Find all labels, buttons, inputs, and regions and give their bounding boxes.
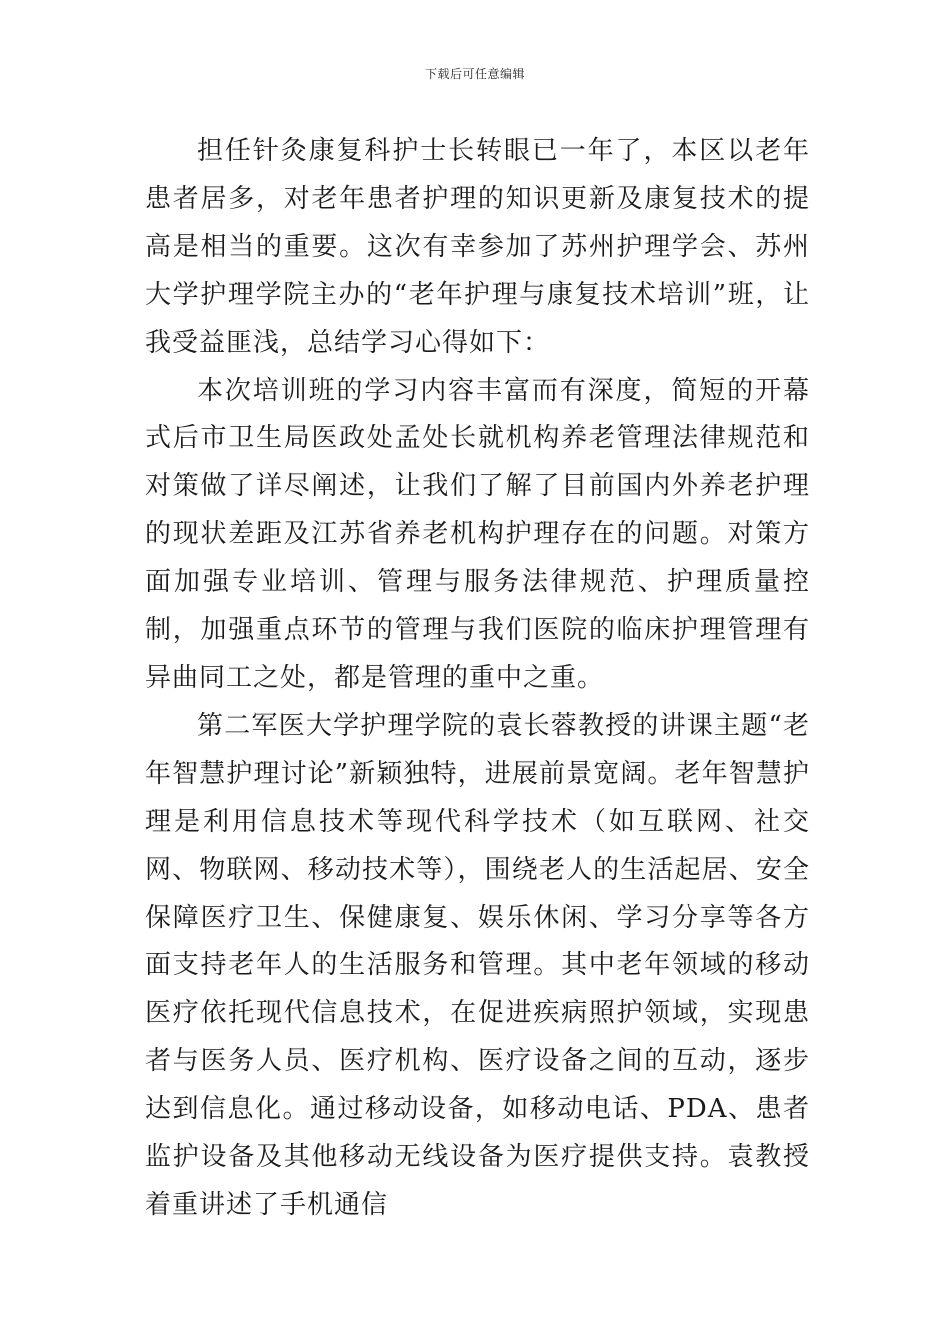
document-body xyxy=(145,128,810,1230)
paragraph-2: 本次培训班的学习内容丰富而有深度，简短的开幕式后市卫生局医政处孟处长就机构养老管理法律规范和对策做了详尽阐述，让我们了解了目前国内外养老护理的现状差距及江苏省养老机构护理存在的问题。对策方面加强专业培训、管理与服务法律规范、护理质量控制，加强重点环节的管理与我们医院的临床护理管理有异曲同工之处，都是管理的重中之重。 xyxy=(145,375,810,693)
page-header-note: 下载后可任意编辑 xyxy=(424,67,525,81)
paragraph-3: 第二军医大学护理学院的袁长蓉教授的讲课主题“老年智慧护理讨论”新颖独特，进展前景宽阔。老年智慧护理是利用信息技术等现代科学技术（如互联网、社交网、物联网、移动技术等），围绕老人的生活起居、安全保障医疗卫生、保健康复、娱乐休闲、学习分享等各方面支持老年人的生活服务和管理。其中老年领域的移动医疗依托现代信息技术，在促进疾病照护领域，实现患者与医务人员、医疗机构、医疗设备之间的互动，逐步达到信息化。通过移动设备，如移动电话、PDA、患者监护设备及其他移动无线设备为医疗提供支持。袁教授着重讲述了手机通信 xyxy=(145,710,810,1220)
paragraph-1: 担任针灸康复科护士长转眼已一年了，本区以老年患者居多，对老年患者护理的知识更新及康复技术的提高是相当的重要。这次有幸参加了苏州护理学会、苏州大学护理学院主办的“老年护理与康复技术培训”班，让我受益匪浅，总结学习心得如下： xyxy=(145,136,810,358)
